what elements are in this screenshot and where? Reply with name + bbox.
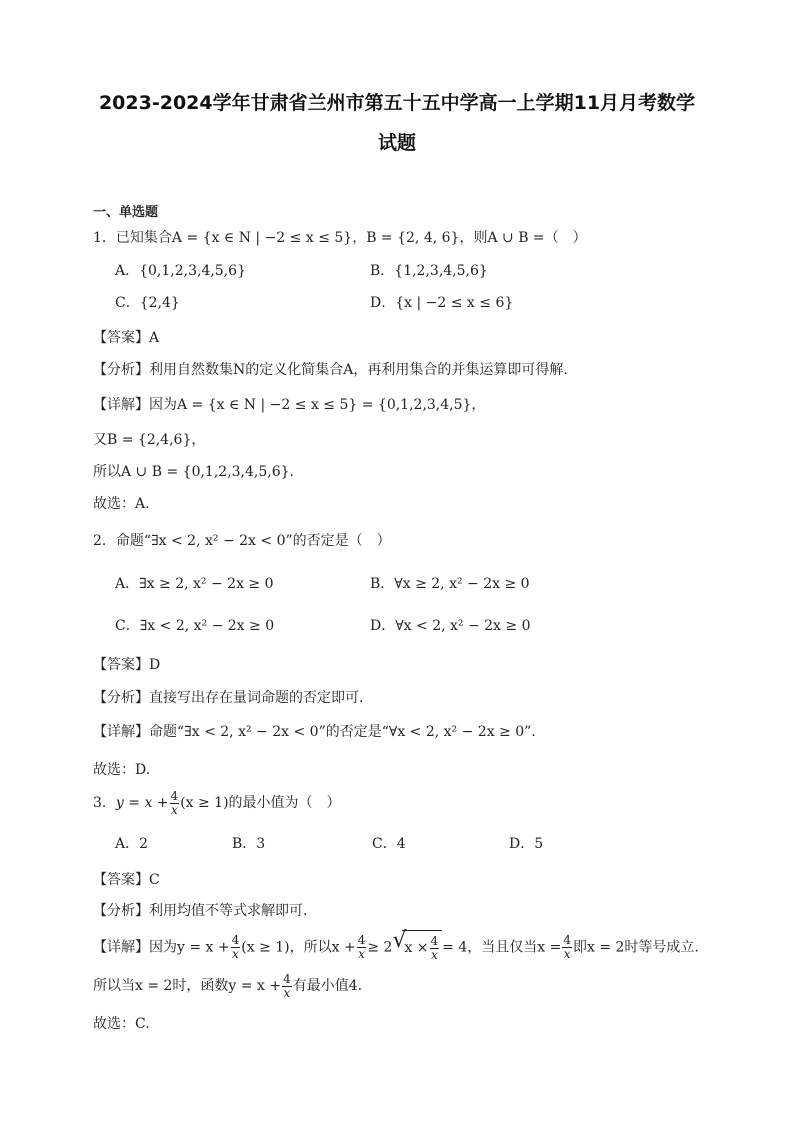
square-root: √ x × $\frac{4}{x}$ [392, 930, 442, 965]
page-title-cont: 试题 [377, 132, 416, 154]
q3-option-a: A．2 [115, 836, 149, 852]
q1-stem: 1．已知集合A = {x ∈ N | −2 ≤ x ≤ 5}，B = {2, 4, 6}，则A ∪ B =（ ） [93, 230, 587, 246]
q2-stem: 2．命题“∃x < 2, x² − 2x < 0”的否定是（ ） [93, 533, 391, 549]
q2-detail: 【详解】命题“∃x < 2, x² − 2x < 0”的否定是“∀x < 2, x² − 2x ≥ 0”. [93, 724, 536, 740]
q2-option-a: A．∃x ≥ 2, x² − 2x ≥ 0 [115, 576, 274, 592]
q3-analysis: 【分析】利用均值不等式求解即可. [93, 903, 308, 919]
q1-option-b: B．{1,2,3,4,5,6} [370, 263, 488, 279]
q3-stem: 3．y = x + $\frac{4}{x}$ (x ≥ 1)的最小值为（ ） [93, 788, 341, 817]
q2-option-d: D．∀x < 2, x² − 2x ≥ 0 [370, 618, 531, 634]
q3-option-b: B．3 [232, 836, 266, 852]
page-title: 2023-2024学年甘肃省兰州市第五十五中学高一上学期11月月考数学 [98, 92, 696, 114]
q2-option-c: C．∃x < 2, x² − 2x ≥ 0 [115, 618, 275, 634]
q3-answer: 【答案】C [93, 872, 160, 888]
q1-option-c: C．{2,4} [115, 295, 180, 311]
q2-answer: 【答案】D [93, 657, 161, 673]
q3-option-c: C．4 [372, 836, 406, 852]
q1-detail: 【详解】因为A = {x ∈ N | −2 ≤ x ≤ 5} = {0,1,2,3,4,5}， [93, 397, 486, 413]
q2-choice: 故选：D. [93, 762, 151, 778]
q3-choice: 故选：C. [93, 1016, 150, 1032]
q3-option-d: D．5 [509, 836, 544, 852]
q1-choice: 故选：A. [93, 496, 150, 512]
q3-detail: 【详解】因为y = x + $\frac{4}{x}$ (x ≥ 1)，所以x + $\frac{4}{x}$ ≥ 2 √ x × $\frac{4}{x}$ = 4，当且仅当x = $\frac{4}{x}$ 即x = 2时等号成立. [93, 930, 699, 965]
q1-answer: 【答案】A [93, 330, 160, 346]
q1-detail-line3: 所以A ∪ B = {0,1,2,3,4,5,6}. [93, 464, 294, 480]
section-heading: 一、单选题 [93, 205, 159, 220]
q1-option-d: D．{x | −2 ≤ x ≤ 6} [370, 295, 514, 311]
q2-analysis: 【分析】直接写出存在量词命题的否定即可. [93, 690, 364, 706]
q2-option-b: B．∀x ≥ 2, x² − 2x ≥ 0 [370, 576, 530, 592]
fraction: $\frac{4}{x}$ [170, 788, 179, 817]
q3-detail-line2: 所以当x = 2时，函数y = x + $\frac{4}{x}$ 有最小值4. [93, 971, 363, 1000]
q1-analysis: 【分析】利用自然数集N的定义化简集合A，再利用集合的并集运算即可得解. [93, 362, 568, 378]
q1-option-a: A．{0,1,2,3,4,5,6} [115, 263, 246, 279]
q1-detail-line2: 又B = {2,4,6}， [93, 432, 206, 448]
